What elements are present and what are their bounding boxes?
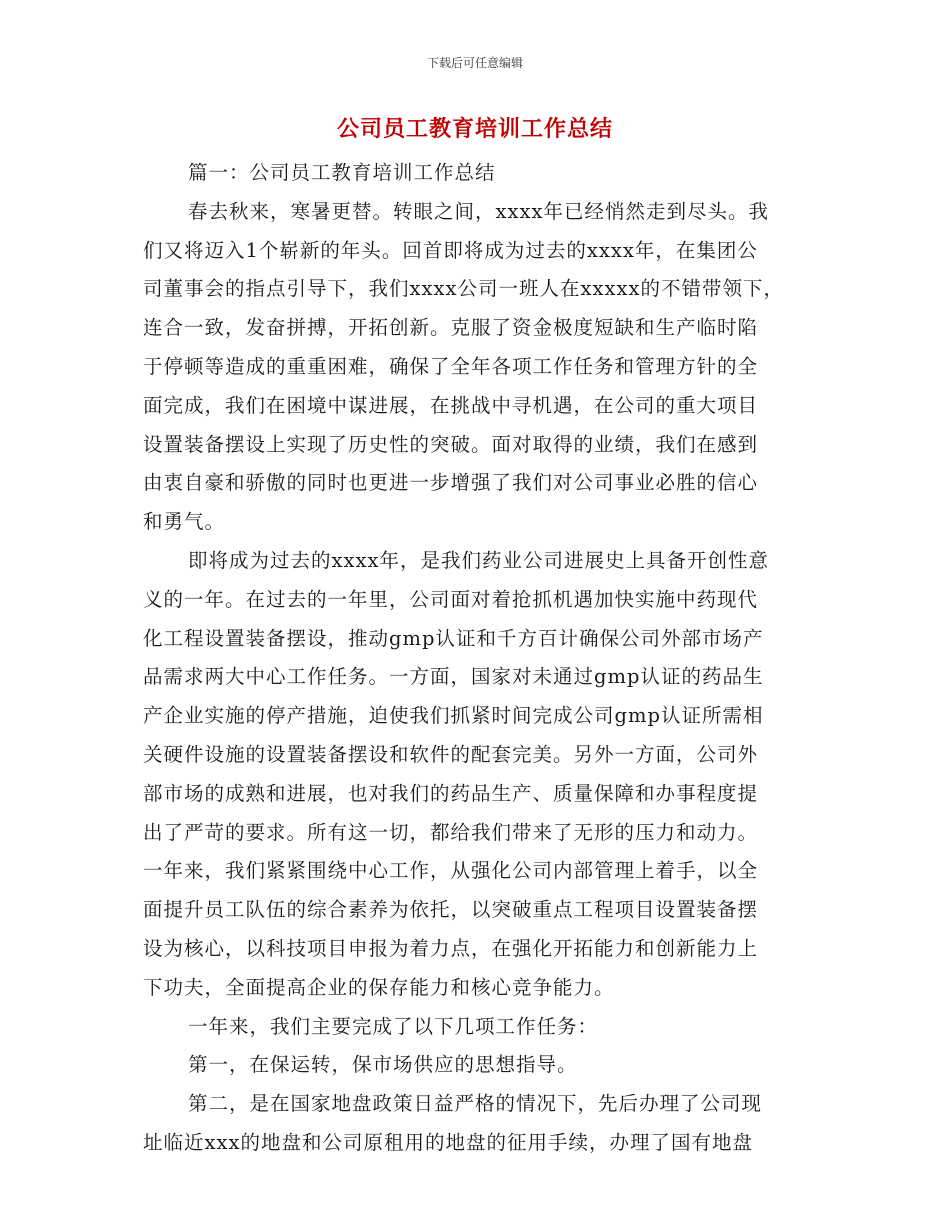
header-note: 下载后可任意编辑: [426, 56, 523, 70]
body-line: 司董事会的指点引导下，我们xxxx公司一班人在xxxxx的不错带领下，: [143, 277, 784, 301]
body-line: 连合一致，发奋拼搏，开拓创新。克服了资金极度短缺和生产临时陷: [143, 316, 759, 340]
body-line: 即将成为过去的xxxx年，是我们药业公司进展史上具备开创性意: [188, 548, 769, 572]
body-line: 春去秋来，寒暑更替。转眼之间，xxxx年已经悄然走到尽头。我: [188, 199, 769, 223]
body-line: 出了严苛的要求。所有这一切，都给我们带来了无形的压力和动力。: [143, 820, 759, 844]
body-line: 第一，在保运转，保市场供应的思想指导。: [188, 1053, 578, 1077]
body-line: 们又将迈入1个崭新的年头。回首即将成为过去的xxxx年，在集团公: [143, 238, 758, 262]
body-line: 设置装备摆设上实现了历史性的突破。面对取得的业绩，我们在感到: [143, 432, 759, 456]
body-line: 和勇气。: [143, 510, 226, 534]
body-line: 下功夫，全面提高企业的保存能力和核心竞争能力。: [143, 975, 615, 999]
body-line: 部市场的成熟和进展，也对我们的药品生产、质量保障和办事程度提: [143, 781, 759, 805]
body-line: 一年来，我们紧紧围绕中心工作，从强化公司内部管理上着手，以全: [143, 859, 759, 883]
body-line: 面完成，我们在困境中谋进展，在挑战中寻机遇，在公司的重大项目: [143, 393, 759, 417]
body-line: 于停顿等造成的重重困难，确保了全年各项工作任务和管理方针的全: [143, 354, 759, 378]
body-line: 义的一年。在过去的一年里，公司面对着抢抓机遇加快实施中药现代: [143, 587, 759, 611]
body-line: 由衷自豪和骄傲的同时也更进一步增强了我们对公司事业必胜的信心: [143, 471, 759, 495]
body-line: 第二，是在国家地盘政策日益严格的情况下，先后办理了公司现: [188, 1092, 763, 1116]
body-line: 篇一：公司员工教育培训工作总结: [188, 161, 496, 184]
body-line: 一年来，我们主要完成了以下几项工作任务：: [188, 1014, 599, 1038]
body-line: 产企业实施的停产措施，迫使我们抓紧时间完成公司gmp认证所需相: [143, 704, 764, 728]
document-body: [143, 154, 809, 1163]
body-line: 品需求两大中心工作任务。一方面，国家对未通过gmp认证的药品生: [143, 665, 764, 689]
body-line: 关硬件设施的设置装备摆设和软件的配套完美。另外一方面，公司外: [143, 742, 759, 766]
body-line: 化工程设置装备摆设，推动gmp认证和千方百计确保公司外部市场产: [143, 626, 764, 650]
body-line: 址临近xxx的地盘和公司原租用的地盘的征用手续，办理了国有地盘: [143, 1130, 753, 1154]
document-title: 公司员工教育培训工作总结: [336, 116, 613, 142]
body-line: 设为核心，以科技项目申报为着力点，在强化开拓能力和创新能力上: [143, 936, 759, 960]
body-line: 面提升员工队伍的综合素养为依托，以突破重点工程项目设置装备摆: [143, 898, 759, 922]
